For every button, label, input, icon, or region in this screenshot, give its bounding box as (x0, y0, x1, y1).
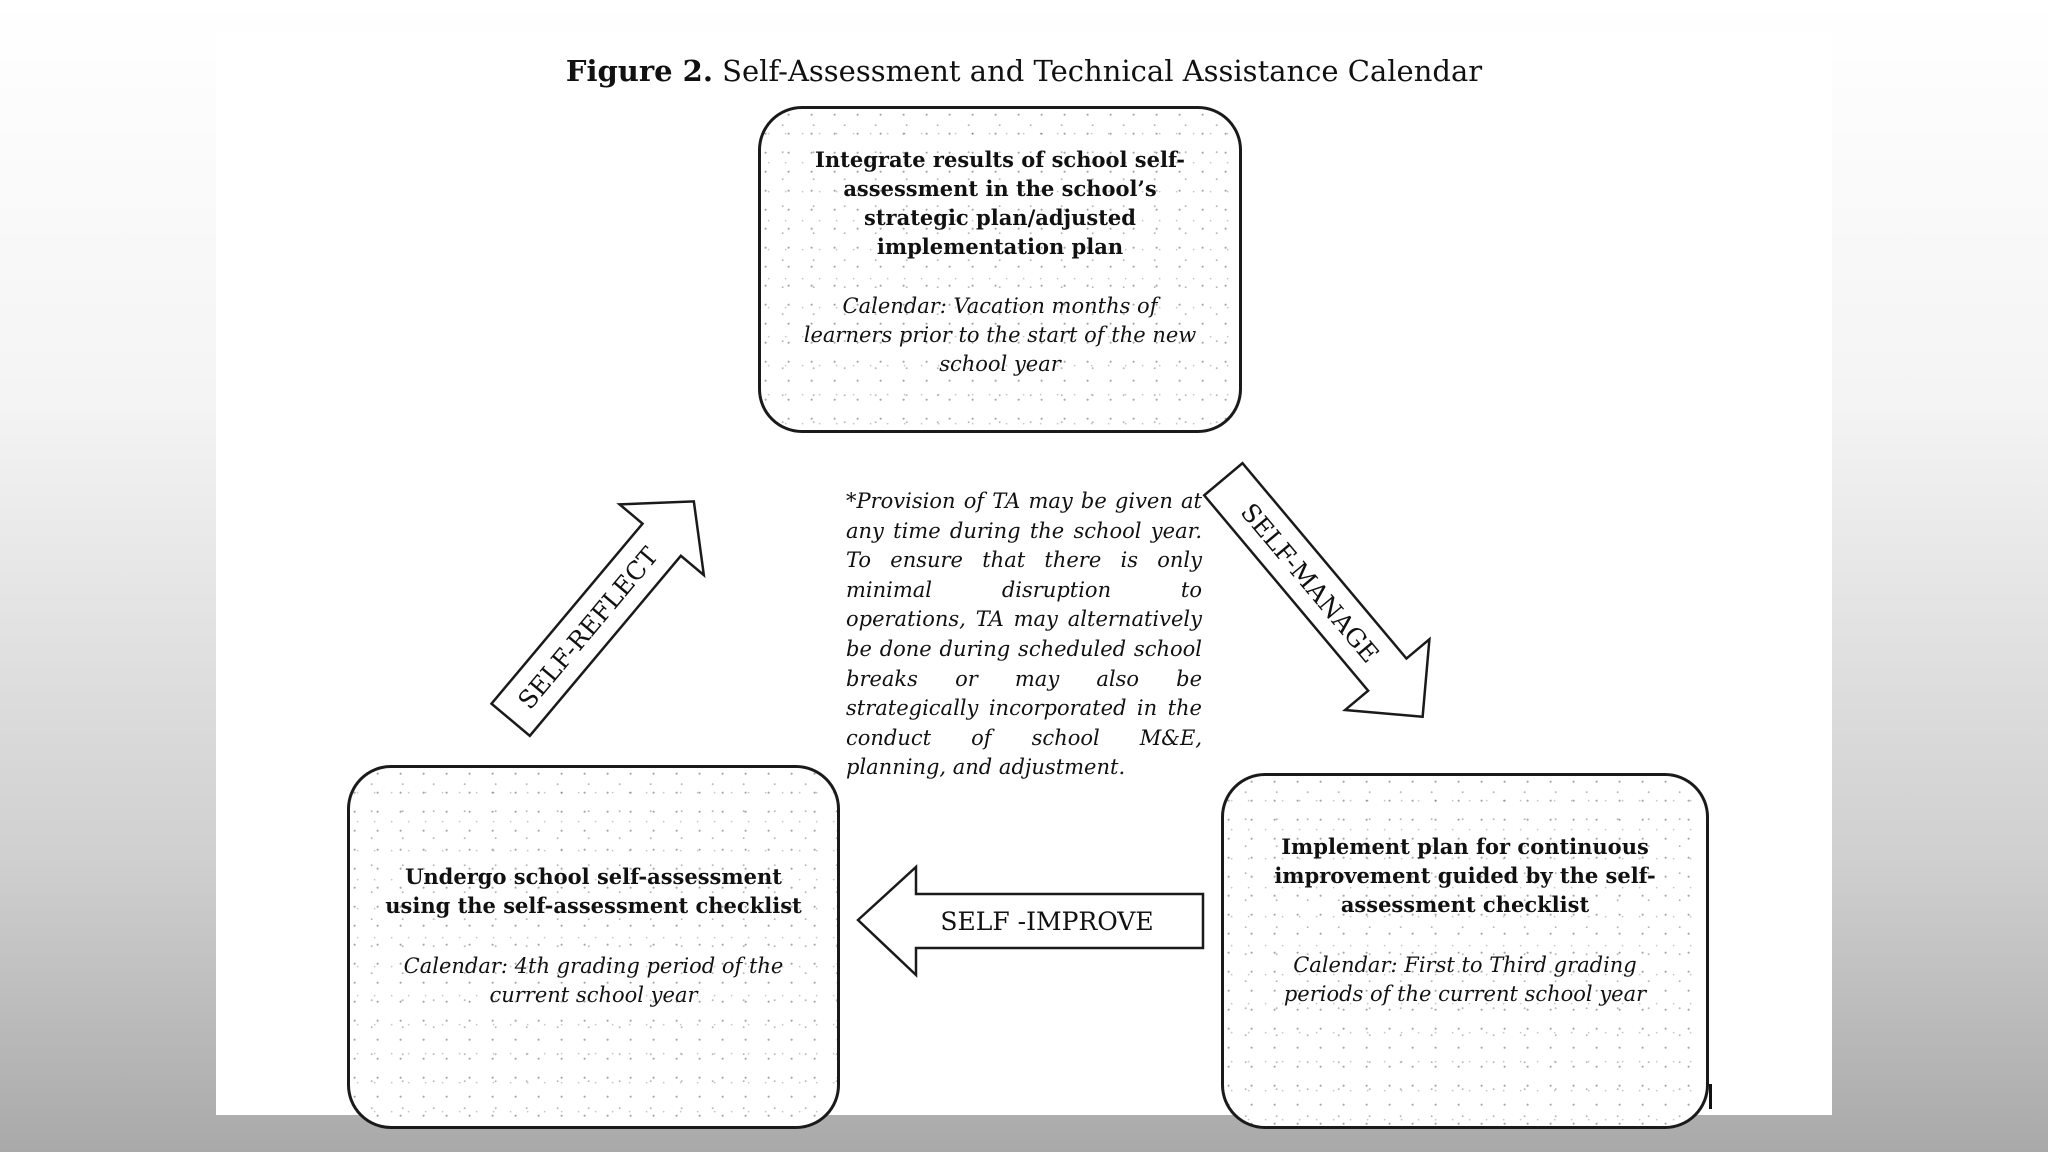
implement-plan-line-2: improvement guided by the self- (1274, 863, 1656, 888)
self-reflect-label: SELF-REFLECT (512, 541, 665, 715)
figure-caption: Self-Assessment and Technical Assistance Calendar (722, 54, 1483, 88)
self-assessment-box (347, 765, 840, 1129)
self-assessment-calendar-1: Calendar: 4th grading period of the (403, 954, 784, 978)
self-assessment-calendar-2: current school year (489, 983, 698, 1007)
integrate-results-calendar-2: learners prior to the start of the new (803, 323, 1197, 347)
self-manage-label: SELF-MANAGE (1234, 497, 1385, 669)
self-improve-label: SELF -IMPROVE (940, 907, 1154, 936)
self-assessment-line-1: Undergo school self-assessment (405, 864, 782, 889)
integrate-results-line-3: strategic plan/adjusted (864, 205, 1136, 230)
implement-plan-line-1: Implement plan for continuous (1281, 834, 1649, 859)
integrate-results-line-4: implementation plan (876, 234, 1124, 259)
implement-plan-box (1221, 773, 1709, 1129)
self-assessment-line-2: using the self-assessment checklist (385, 893, 802, 918)
implement-plan-calendar-2: periods of the current school year (1283, 982, 1647, 1006)
integrate-results-box (758, 106, 1242, 433)
figure-slide (216, 32, 1832, 1115)
integrate-results-line-2: assessment in the school’s (843, 176, 1157, 201)
integrate-results-line-1: Integrate results of school self- (815, 147, 1185, 172)
implement-plan-calendar-1: Calendar: First to Third grading (1293, 953, 1637, 977)
self-improve-arrow (858, 867, 1203, 975)
self-manage-arrow (1181, 444, 1465, 752)
self-reflect-arrow (469, 466, 736, 755)
edge-mark (1709, 1084, 1712, 1109)
integrate-results-calendar-3: school year (939, 352, 1061, 376)
integrate-results-calendar-1: Calendar: Vacation months of (842, 294, 1158, 318)
ta-provision-note: *Provision of TA may be given at any time during the school year. To ensure that there is only minimal disruption to operations, TA may alternatively be done during scheduled school breaks or may also be strategically incorporated in the conduct of school M&E, planning, and adjustment. (846, 489, 1202, 780)
implement-plan-line-3: assessment checklist (1340, 892, 1590, 917)
figure-number: Figure 2. (565, 54, 713, 88)
